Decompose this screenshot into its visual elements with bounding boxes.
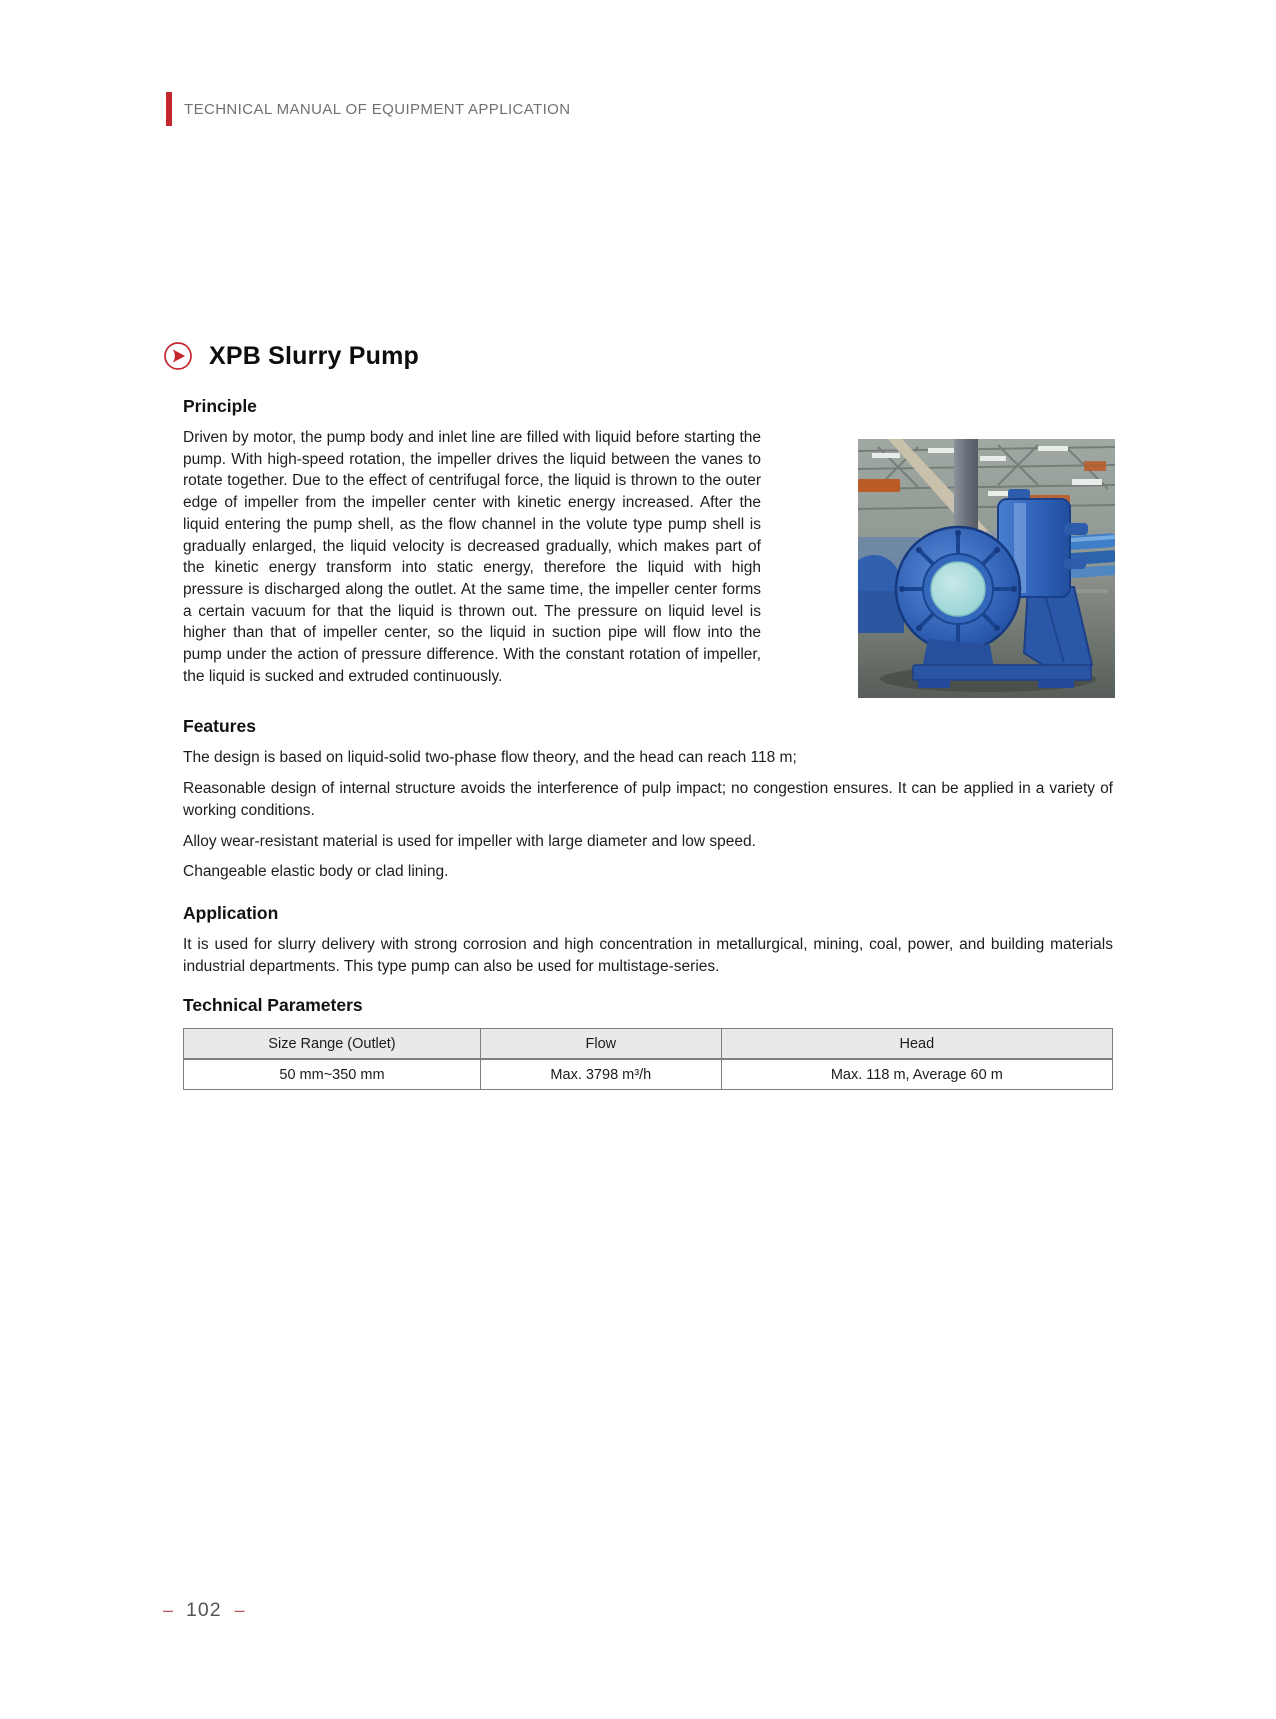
- col-header-size-range: Size Range (Outlet): [184, 1029, 481, 1060]
- running-header: [166, 92, 570, 126]
- chapter-title-row: [163, 341, 419, 371]
- features-heading: Features: [183, 716, 256, 737]
- col-header-head: Head: [721, 1029, 1112, 1060]
- running-header-title: TECHNICAL MANUAL OF EQUIPMENT APPLICATION: [184, 100, 571, 118]
- red-accent-bar: [166, 92, 172, 126]
- technical-parameters-heading: Technical Parameters: [183, 995, 363, 1016]
- footer-right-dash: –: [234, 1600, 245, 1620]
- page-title: XPB Slurry Pump: [209, 341, 419, 370]
- technical-parameters-table: [183, 1028, 1113, 1090]
- page-number: 102: [186, 1599, 222, 1621]
- feature-item: The design is based on liquid-solid two-phase flow theory, and the head can reach 118 m;: [183, 749, 797, 767]
- table-row: [184, 1059, 1113, 1090]
- col-header-flow: Flow: [480, 1029, 721, 1060]
- feature-item: Reasonable design of internal structure avoids the interference of pulp impact; no congestion ensures. It can be applied in a variety of working conditions.: [183, 780, 1113, 819]
- feature-item: Changeable elastic body or clad lining.: [183, 863, 449, 881]
- main-content: [183, 394, 1113, 1090]
- cell-head: Max. 118 m, Average 60 m: [721, 1059, 1112, 1090]
- principle-paragraph: Driven by motor, the pump body and inlet line are filled with liquid before starting the pump. With high-speed rotation, the impeller drives the liquid between the vanes to rotate together. Due to the effect of centrifugal force, the liquid is thrown to the outer edge of impeller from the impeller center with kinetic energy increased. After the liquid entering the pump shell, as the flow channel in the volute type pump shell is gradually enlarged, the liquid velocity is decreased gradually, which makes part of the kinetic energy transform into static energy, therefore the liquid with high pressure is discharged along the outlet. At the same time, the impeller center forms a certain vacuum for that the liquid is thrown out. The pressure on liquid level is higher than that of impeller center, so the liquid in suction pipe will flow into the pump under the action of pressure difference. With the constant rotation of impeller, the liquid is sucked and extruded continuously.: [183, 429, 761, 685]
- cell-size-range: 50 mm~350 mm: [184, 1059, 481, 1090]
- principle-heading: Principle: [183, 396, 257, 416]
- footer-left-dash: –: [163, 1600, 174, 1620]
- feature-item: Alloy wear-resistant material is used for impeller with large diameter and low speed.: [183, 832, 756, 850]
- application-paragraph: It is used for slurry delivery with strong corrosion and high concentration in metallurgical, mining, coal, power, and building materials industrial departments. This type pump can also be used for multistage-series.: [183, 935, 1113, 975]
- page-footer: [163, 1599, 245, 1622]
- table-header-row: [184, 1029, 1113, 1060]
- cell-flow: Max. 3798 m³/h: [480, 1059, 721, 1090]
- application-heading: Application: [183, 902, 279, 923]
- circled-arrow-icon: [163, 341, 193, 371]
